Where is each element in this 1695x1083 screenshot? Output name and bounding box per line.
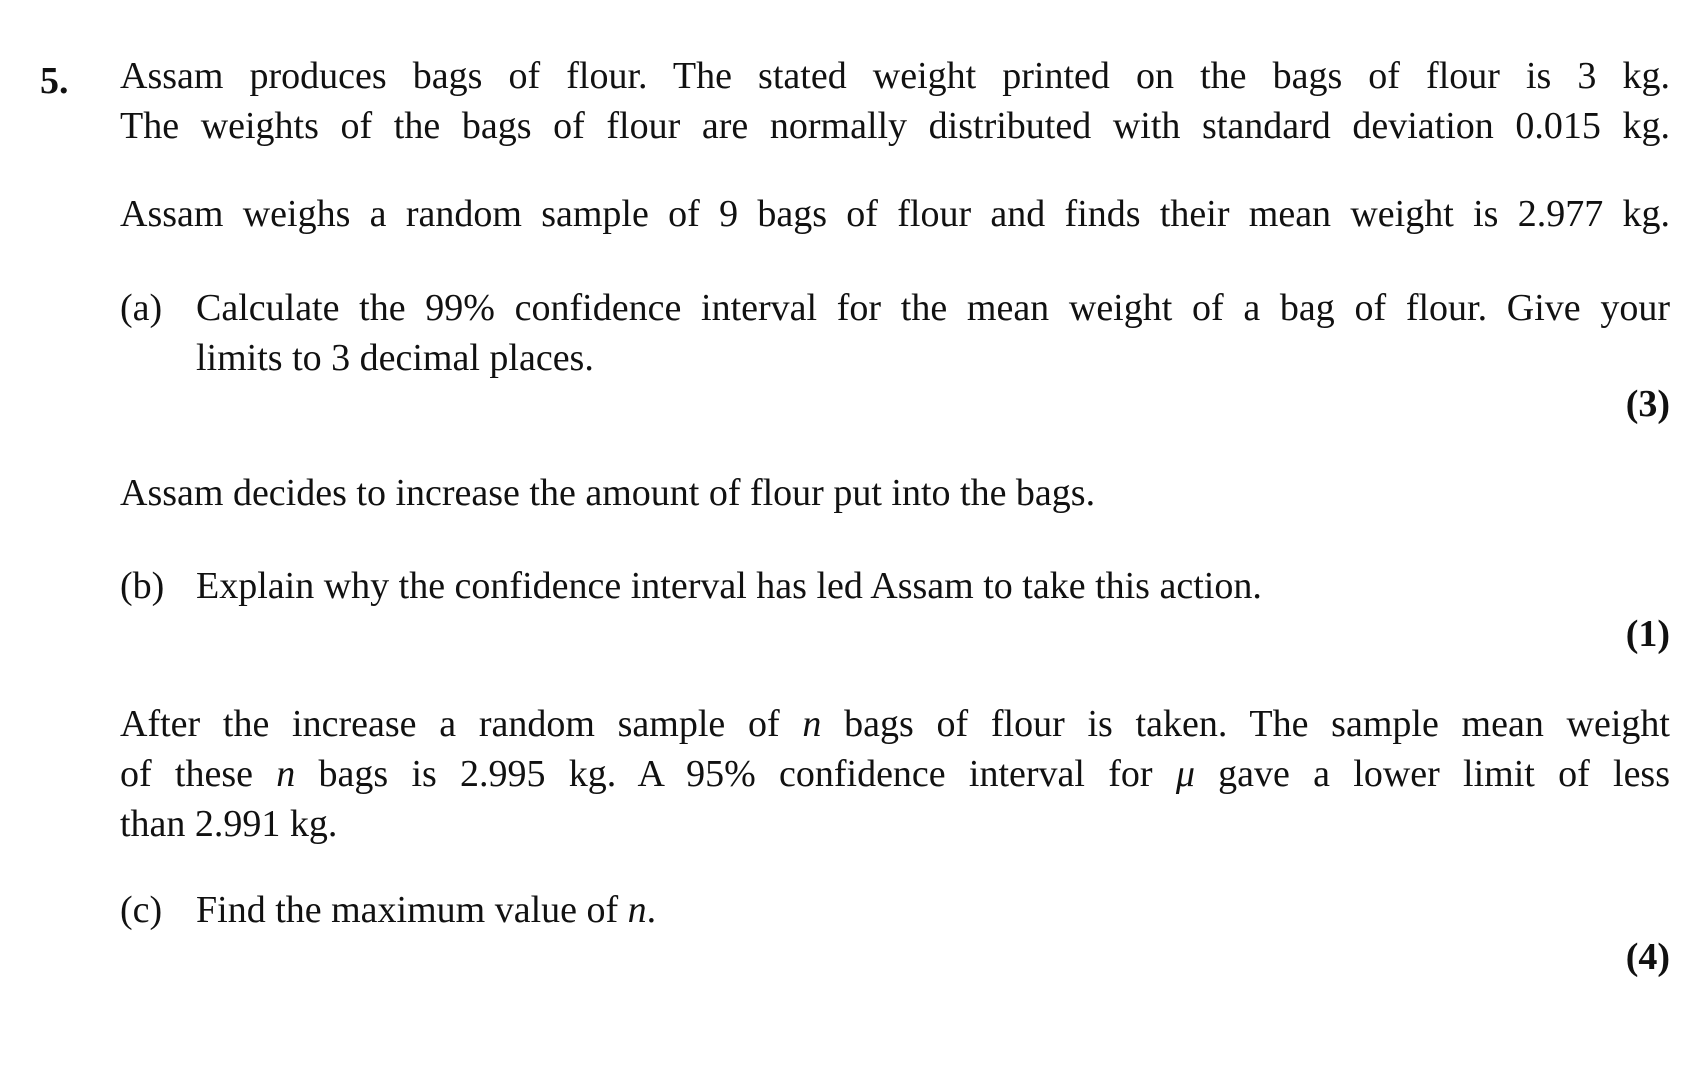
part-a-marks: (3) (1625, 383, 1670, 425)
intro-line-1: Assam produces bags of flour. The stated weight printed on the bags of flour is 3 kg. (120, 55, 1670, 97)
question-intro (120, 51, 1670, 151)
question-number: 5. (40, 60, 69, 102)
after-line-3: than 2.991 kg. (120, 803, 338, 845)
after-line-2-post: gave a lower limit of less (1194, 753, 1671, 795)
part-a-label: (a) (120, 287, 163, 329)
after-line-2-mid: bags is 2.995 kg. A 95% confidence interval for (295, 753, 1176, 795)
part-b-label: (b) (120, 565, 165, 607)
part-a-line-2: limits to 3 decimal places. (196, 337, 594, 379)
part-c-text (196, 885, 1670, 935)
after-line-1 (120, 699, 1670, 749)
part-b-text: Explain why the confidence interval has led Assam to take this action. (196, 565, 1262, 607)
part-c (120, 885, 1670, 935)
after-paragraph (120, 699, 1670, 849)
variable-n: n (276, 753, 296, 795)
part-a (120, 283, 1670, 383)
after-line-1-pre: After the increase a random sample of (120, 703, 803, 745)
part-c-label: (c) (120, 889, 163, 931)
variable-n: n (802, 703, 822, 745)
part-b-marks: (1) (1625, 613, 1670, 655)
increase-paragraph (120, 468, 1670, 518)
increase-text: Assam decides to increase the amount of flour put into the bags. (120, 472, 1096, 514)
after-line-2-pre: of these (120, 753, 277, 795)
intro-line-2: The weights of the bags of flour are normally distributed with standard deviation 0.015 kg. (120, 105, 1670, 147)
part-b (120, 561, 1670, 611)
variable-mu: μ (1175, 753, 1195, 795)
part-a-text (196, 283, 1670, 383)
part-c-marks: (4) (1625, 936, 1670, 978)
part-c-text-post: . (646, 889, 657, 931)
variable-n: n (627, 889, 647, 931)
after-line-1-post: bags of flour is taken. The sample mean weight (821, 703, 1670, 745)
sample-text: Assam weighs a random sample of 9 bags of flour and finds their mean weight is 2.977 kg. (120, 193, 1670, 235)
sample-paragraph (120, 189, 1670, 239)
after-line-2 (120, 749, 1670, 799)
part-c-text-pre: Find the maximum value of (196, 889, 628, 931)
part-a-line-1: Calculate the 99% confidence interval for the mean weight of a bag of flour. Give your (196, 287, 1670, 329)
